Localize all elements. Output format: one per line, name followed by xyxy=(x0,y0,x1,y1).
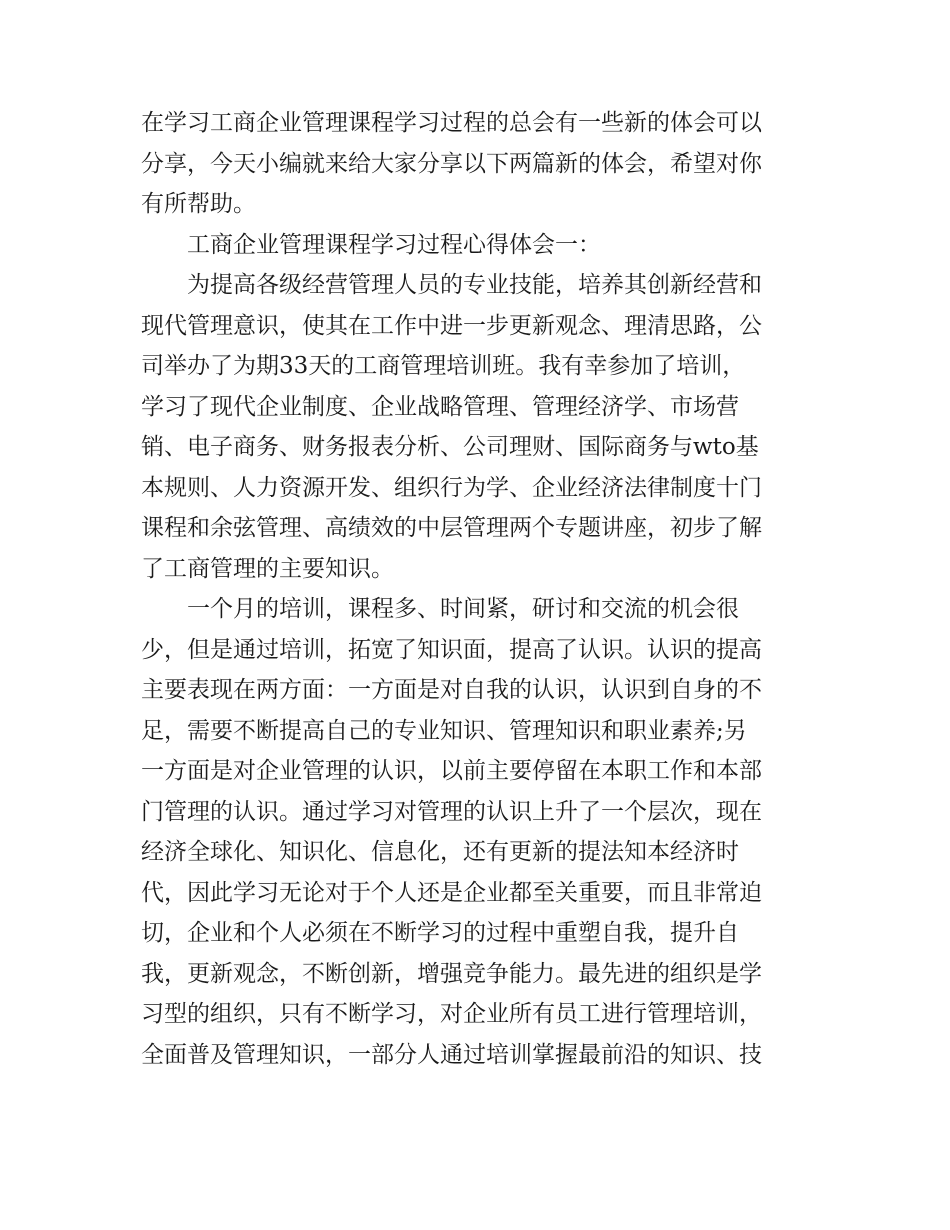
document-body xyxy=(141,103,821,1075)
text-line: 我，更新观念，不断创新，增强竞争能力。最先进的组织是学 xyxy=(141,960,762,987)
text-line: 司举办了为期33天的工商管理培训班。我有幸参加了培训， xyxy=(141,353,746,379)
text-line: 经济全球化、知识化、信息化，还有更新的提法知本经济时 xyxy=(141,839,739,865)
text-line: 足，需要不断提高自己的专业知识、管理知识和职业素养;另 xyxy=(141,717,747,744)
text-line: 学习了现代企业制度、企业战略管理、管理经济学、市场营 xyxy=(141,393,739,420)
text-line: 为提高各级经营管理人员的专业技能，培养其创新经营和 xyxy=(187,272,762,298)
text-line: 在学习工商企业管理课程学习过程的总会有一些新的体会可以 xyxy=(141,110,762,136)
text-line: 全面普及管理知识，一部分人通过培训掌握最前沿的知识、技 xyxy=(141,1041,762,1068)
text-line: 有所帮助。 xyxy=(141,191,256,217)
text-line: 现代管理意识，使其在工作中进一步更新观念、理清思路，公 xyxy=(141,312,762,339)
text-line: 课程和余弦管理、高绩效的中层管理两个专题讲座，初步了解 xyxy=(141,515,762,541)
text-line: 门管理的认识。通过学习对管理的认识上升了一个层次，现在 xyxy=(141,798,762,825)
text-line: 主要表现在两方面：一方面是对自我的认识，认识到自身的不 xyxy=(141,677,762,703)
text-line: 切，企业和个人必须在不断学习的过程中重塑自我，提升自 xyxy=(141,920,739,946)
text-line: 工商企业管理课程学习过程心得体会一： xyxy=(187,231,601,258)
text-line: 习型的组织，只有不断学习，对企业所有员工进行管理培训， xyxy=(141,1001,762,1027)
text-line: 代，因此学习无论对于个人还是企业都至关重要，而且非常迫 xyxy=(141,879,762,906)
text-line: 一个月的培训，课程多、时间紧，研讨和交流的机会很 xyxy=(187,596,739,622)
text-line: 本规则、人力资源开发、组织行为学、企业经济法律制度十门 xyxy=(141,474,762,501)
text-line: 一方面是对企业管理的认识，以前主要停留在本职工作和本部 xyxy=(141,758,762,784)
text-line: 了工商管理的主要知识。 xyxy=(141,555,394,582)
text-line: 少，但是通过培训，拓宽了知识面，提高了认识。认识的提高 xyxy=(141,636,762,663)
text-line: 分享，今天小编就来给大家分享以下两篇新的体会，希望对你 xyxy=(141,150,762,177)
text-line: 销、电子商务、财务报表分析、公司理财、国际商务与wto基 xyxy=(141,434,759,460)
